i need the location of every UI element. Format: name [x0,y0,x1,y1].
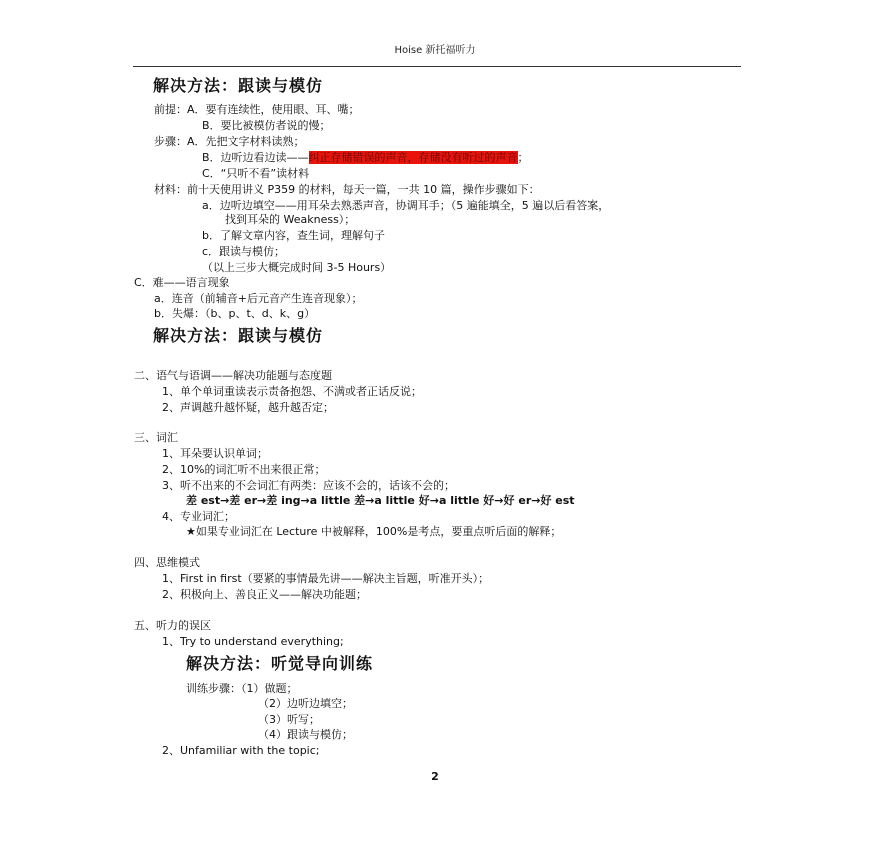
section-3-item-4: 4、专业词汇； [162,510,235,523]
section-5-title: 五、听力的误区 [134,619,211,632]
section-5-item-1: 1、Try to understand everything; [162,635,344,648]
steps-c: C．“只听不看”读材料 [202,167,310,180]
material-b: b．了解文章内容，查生词，理解句子 [202,229,385,242]
c-difficulty: C．难——语言现象 [134,276,230,289]
material-c: c．跟读与模仿； [202,245,286,258]
page-header: Hoise 新托福听力 [394,45,476,56]
training-step-2: （2）边听边填空； [258,697,353,710]
training-step-4: （4）跟读与模仿； [258,728,353,741]
material-a-line2: 找到耳朵的 Weakness）； [225,213,356,226]
section-3-title: 三、词汇 [134,431,178,444]
section-2-item-1: 1、单个单词重读表示责备抱怨、不满或者正话反说； [162,385,422,398]
steps-b-prefix: B．边听边看边读—— [202,151,309,164]
section-3-item-1: 1、耳朵要认识单词； [162,447,268,460]
premise-b: B．要比被模仿者说的慢； [202,119,331,132]
training-step-1: 训练步骤：（1）做题； [186,682,298,695]
material-line: 材料：前十天使用讲义 P359 的材料，每天一篇，一共 10 篇，操作步骤如下： [154,183,540,196]
premise-a: 前提：A．要有连续性，使用眼、耳、嘴； [154,103,360,116]
section-heading: 解决方法：跟读与模仿 [153,76,324,95]
section-heading-repeat: 解决方法：跟读与模仿 [153,326,324,345]
section-4-title: 四、思维模式 [134,556,200,569]
section-5-item-2: 2、Unfamiliar with the topic; [162,744,320,757]
section-3-item-3: 3、听不出来的不会词汇有两类：应该不会的，话该不会的； [162,479,455,492]
section-3-item-3-detail: 差 est→差 er→差 ing→a little 差→a little 好→a little 好→好 er→好 est [186,494,575,507]
steps-b [202,151,529,165]
section-2-title: 二、语气与语调——解决功能题与态度题 [134,369,332,382]
c-loss-of-plosion: b．失爆：（b、p、t、d、k、g） [154,307,316,320]
section-2-item-2: 2、声调越升越怀疑，越升越否定； [162,401,334,414]
section-4-item-1: 1、First in first（要紧的事情最先讲——解决主旨题，听准开头）； [162,572,490,585]
section-3-item-4-detail: ★如果专业词汇在 Lecture 中被解释，100%是考点，要重点听后面的解释； [186,525,562,538]
material-a-line1: a．边听边填空——用耳朵去熟悉声音，协调耳手；（5 遍能填全，5 遍以后看答案， [202,199,610,212]
steps-a: 步骤：A．先把文字材料读熟； [154,135,305,148]
steps-b-suffix: ； [517,151,529,164]
material-note: （以上三步大概完成时间 3-5 Hours） [202,261,392,274]
page-number: 2 [431,770,439,783]
section-3-item-2: 2、10%的词汇听不出来很正常； [162,463,326,476]
header-rule [133,66,741,67]
highlighted-text: 纠正存储错误的声音，存储没有听过的声音 [308,151,518,164]
section-4-item-2: 2、积极向上、善良正义——解决功能题； [162,588,367,601]
training-step-3: （3）听写； [258,713,320,726]
c-liaison: a．连音（前辅音+后元音产生连音现象）； [154,292,363,305]
section-5-heading: 解决方法：听觉导向训练 [186,654,374,673]
